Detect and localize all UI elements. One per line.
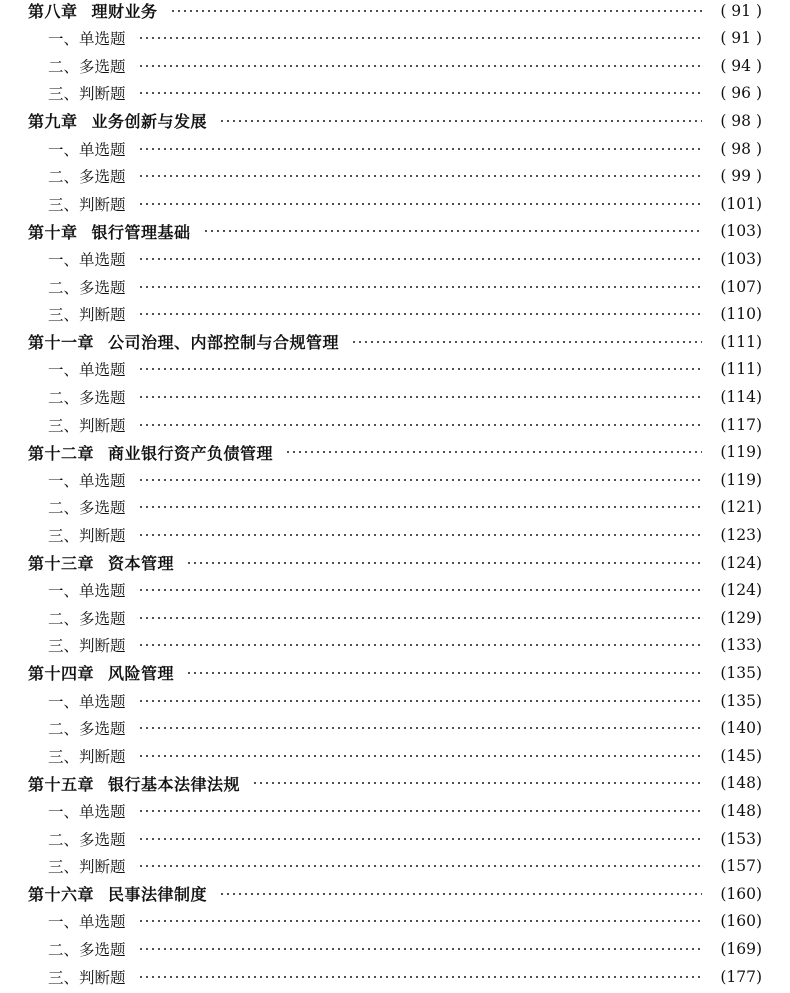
- dot-leader: [138, 258, 702, 260]
- chapter-number: 第十四章: [28, 664, 95, 684]
- dot-leader: [138, 286, 702, 288]
- toc-chapter-row[interactable]: [0, 770, 790, 797]
- toc-section-row[interactable]: [0, 356, 790, 383]
- page-number: (169): [720, 939, 762, 958]
- toc-chapter-row[interactable]: [0, 549, 790, 576]
- toc-chapter-row[interactable]: [0, 880, 790, 907]
- dot-leader: [203, 230, 702, 232]
- chapter-title: [0, 220, 191, 243]
- dot-leader: [138, 506, 702, 508]
- section-title: 二、多选题: [48, 388, 126, 407]
- dot-leader: [138, 865, 702, 867]
- dot-leader: [138, 92, 702, 94]
- page-number: (160): [720, 912, 762, 931]
- page-number: (101): [720, 194, 762, 213]
- dot-leader: [138, 589, 702, 591]
- toc-section-row[interactable]: [0, 797, 790, 824]
- chapter-number: 第十一章: [28, 333, 95, 353]
- toc-chapter-row[interactable]: [0, 218, 790, 245]
- section-title: 一、单选题: [48, 250, 126, 269]
- page-number: (123): [720, 525, 762, 544]
- dot-leader: [138, 755, 702, 757]
- section-title: 三、判断题: [48, 526, 126, 545]
- page-number: (160): [720, 884, 762, 903]
- section-title: 一、单选题: [48, 913, 126, 932]
- section-title: 二、多选题: [48, 57, 126, 76]
- dot-leader: [138, 175, 702, 177]
- section-title: 三、判断题: [48, 968, 126, 987]
- page-number: (103): [720, 249, 762, 268]
- page-number: (129): [720, 608, 762, 627]
- dot-leader: [219, 120, 702, 122]
- page-number: (153): [720, 829, 762, 848]
- toc-section-row[interactable]: [0, 742, 790, 769]
- page-number: ( 96 ): [720, 84, 762, 103]
- chapter-title: [0, 330, 339, 353]
- chapter-name: 商业银行资产负债管理: [108, 443, 274, 463]
- page-number: (133): [720, 636, 762, 655]
- page-number: (119): [720, 470, 762, 489]
- dot-leader: [219, 893, 702, 895]
- page-number: ( 98 ): [720, 111, 762, 130]
- toc-section-row[interactable]: [0, 163, 790, 190]
- toc-section-row[interactable]: [0, 25, 790, 52]
- dot-leader: [186, 562, 702, 564]
- page-number: (157): [720, 857, 762, 876]
- section-title: 三、判断题: [48, 858, 126, 877]
- toc-section-row[interactable]: [0, 963, 790, 990]
- page-number: (135): [720, 663, 762, 682]
- toc-section-row[interactable]: [0, 715, 790, 742]
- page-number: (135): [720, 691, 762, 710]
- toc-section-row[interactable]: [0, 383, 790, 410]
- chapter-name: 风险管理: [108, 664, 175, 684]
- section-title: 三、判断题: [48, 416, 126, 435]
- toc-section-row[interactable]: [0, 135, 790, 162]
- section-title: 一、单选题: [48, 692, 126, 711]
- dot-leader: [138, 313, 702, 315]
- toc-section-row[interactable]: [0, 466, 790, 493]
- toc-chapter-row[interactable]: [0, 659, 790, 686]
- section-title: 三、判断题: [48, 85, 126, 104]
- dot-leader: [138, 396, 702, 398]
- section-title: 一、单选题: [48, 582, 126, 601]
- section-title: 二、多选题: [48, 830, 126, 849]
- page-number: (117): [720, 415, 762, 434]
- page-number: (107): [720, 277, 762, 296]
- section-title: 一、单选题: [48, 30, 126, 49]
- dot-leader: [138, 810, 702, 812]
- page-number: (148): [720, 801, 762, 820]
- dot-leader: [138, 700, 702, 702]
- dot-leader: [138, 920, 702, 922]
- dot-leader: [138, 148, 702, 150]
- page-number: ( 98 ): [720, 139, 762, 158]
- page-number: (110): [720, 305, 762, 324]
- dot-leader: [138, 976, 702, 978]
- dot-leader: [138, 948, 702, 950]
- section-title: 三、判断题: [48, 306, 126, 325]
- chapter-name: 公司治理、内部控制与合规管理: [108, 333, 340, 353]
- toc-section-row[interactable]: [0, 80, 790, 107]
- dot-leader: [138, 479, 702, 481]
- dot-leader: [138, 368, 702, 370]
- chapter-title: [0, 441, 273, 464]
- section-title: 二、多选题: [48, 720, 126, 739]
- chapter-number: 第十三章: [28, 554, 95, 573]
- chapter-title: [0, 551, 174, 574]
- toc-section-row[interactable]: [0, 853, 790, 880]
- chapter-number: 第十二章: [28, 443, 95, 463]
- toc-chapter-row[interactable]: [0, 107, 790, 134]
- section-title: 二、多选题: [48, 940, 126, 959]
- toc-section-row[interactable]: [0, 245, 790, 272]
- toc-section-row[interactable]: [0, 521, 790, 548]
- chapter-name: 理财业务: [91, 2, 158, 21]
- section-title: 一、单选题: [48, 471, 126, 490]
- page-number: ( 99 ): [720, 167, 762, 186]
- toc-section-row[interactable]: [0, 908, 790, 935]
- section-title: 一、单选题: [48, 361, 126, 380]
- section-title: 二、多选题: [48, 609, 126, 628]
- section-title: 一、单选题: [48, 140, 126, 159]
- page-number: (119): [720, 443, 762, 462]
- toc-section-row[interactable]: [0, 632, 790, 659]
- chapter-title: [0, 772, 240, 795]
- toc-section-row[interactable]: [0, 577, 790, 604]
- dot-leader: [138, 424, 702, 426]
- page-number: (114): [720, 387, 762, 406]
- toc-section-row[interactable]: [0, 411, 790, 438]
- toc-section-row[interactable]: [0, 52, 790, 79]
- section-title: 三、判断题: [48, 747, 126, 766]
- chapter-title: [0, 882, 207, 905]
- dot-leader: [138, 65, 702, 67]
- toc-chapter-row[interactable]: [0, 0, 790, 24]
- chapter-name: 银行基本法律法规: [108, 774, 241, 794]
- chapter-number: 第九章: [28, 112, 78, 132]
- toc-section-row[interactable]: [0, 604, 790, 631]
- chapter-name: 业务创新与发展: [91, 112, 208, 132]
- chapter-name: 民事法律制度: [108, 885, 208, 905]
- chapter-title: [0, 0, 158, 22]
- page-number: (145): [720, 746, 762, 765]
- toc-chapter-row[interactable]: [0, 328, 790, 355]
- page-number: (124): [720, 581, 762, 600]
- page-number: (121): [720, 498, 762, 517]
- chapter-title: [0, 109, 207, 132]
- chapter-number: 第十章: [28, 222, 78, 242]
- section-title: 二、多选题: [48, 278, 126, 297]
- section-title: 二、多选题: [48, 499, 126, 518]
- dot-leader: [138, 727, 702, 729]
- section-title: 三、判断题: [48, 195, 126, 214]
- dot-leader: [252, 782, 702, 784]
- dot-leader: [285, 451, 702, 453]
- toc-section-row[interactable]: [0, 825, 790, 852]
- chapter-number: 第八章: [28, 2, 78, 21]
- dot-leader: [186, 672, 702, 674]
- dot-leader: [138, 838, 702, 840]
- chapter-title: [0, 661, 174, 684]
- chapter-number: 第十六章: [28, 885, 95, 905]
- page-number: (111): [720, 332, 762, 351]
- page-number: ( 91 ): [720, 29, 762, 48]
- dot-leader: [138, 203, 702, 205]
- dot-leader: [138, 644, 702, 646]
- section-title: 三、判断题: [48, 637, 126, 656]
- section-title: 一、单选题: [48, 802, 126, 821]
- dot-leader: [170, 10, 702, 12]
- chapter-name: 资本管理: [108, 554, 175, 573]
- toc-chapter-row[interactable]: [0, 439, 790, 466]
- toc-section-row[interactable]: [0, 935, 790, 962]
- section-title: 二、多选题: [48, 168, 126, 187]
- page-number: (103): [720, 222, 762, 241]
- page-number: ( 91 ): [720, 1, 762, 20]
- dot-leader: [351, 341, 702, 343]
- dot-leader: [138, 534, 702, 536]
- page-number: (148): [720, 774, 762, 793]
- chapter-name: 银行管理基础: [91, 222, 191, 242]
- page-number: (140): [720, 719, 762, 738]
- page-number: (124): [720, 553, 762, 572]
- page-number: (177): [720, 967, 762, 986]
- dot-leader: [138, 37, 702, 39]
- toc-section-row[interactable]: [0, 494, 790, 521]
- dot-leader: [138, 617, 702, 619]
- toc-section-row[interactable]: [0, 687, 790, 714]
- page-number: (111): [720, 360, 762, 379]
- chapter-number: 第十五章: [28, 774, 95, 794]
- page-number: ( 94 ): [720, 56, 762, 75]
- toc-section-row[interactable]: [0, 190, 790, 217]
- toc-section-row[interactable]: [0, 301, 790, 328]
- toc-section-row[interactable]: [0, 273, 790, 300]
